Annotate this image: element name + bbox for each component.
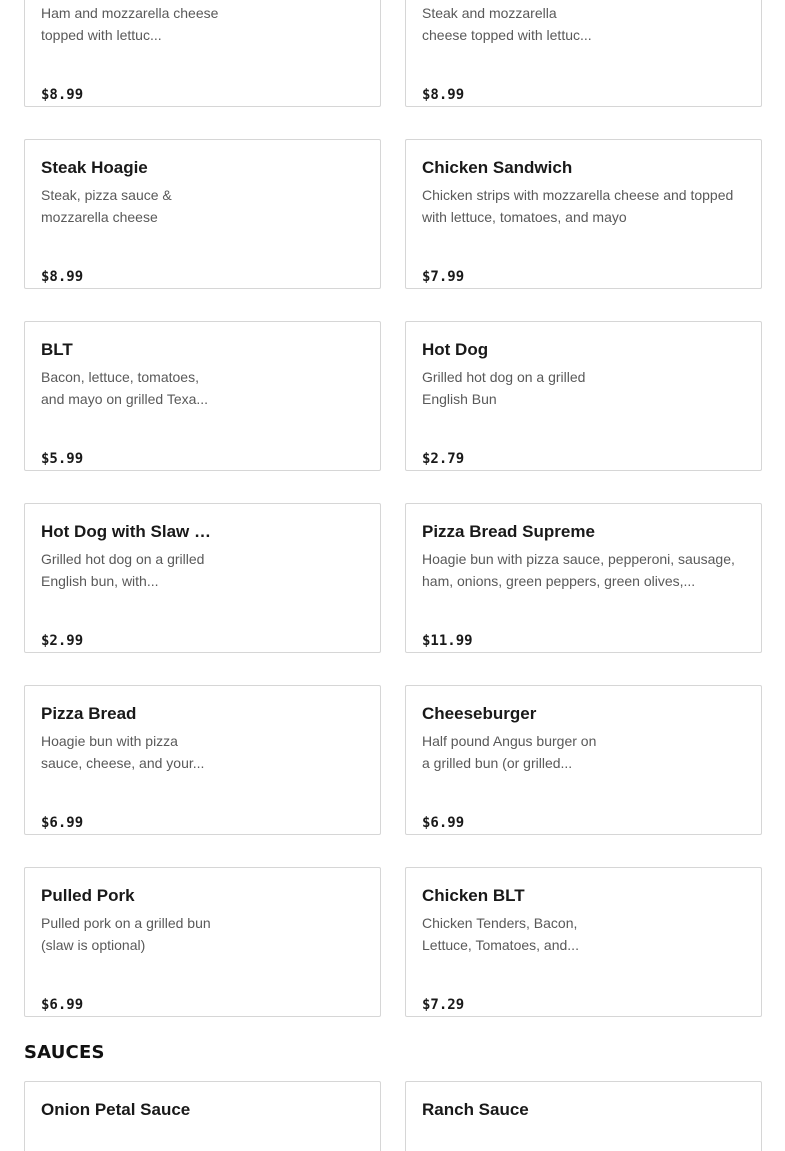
- menu-item-card[interactable]: [405, 1081, 762, 1151]
- menu-item-price: $8.99: [41, 87, 84, 103]
- menu-item-name: Pizza Bread: [41, 704, 137, 723]
- menu-item-card[interactable]: [24, 503, 381, 653]
- menu-item-description: Chicken Tenders, Bacon, Lettuce, Tomatoes, and...: [422, 915, 579, 953]
- menu-item-price: $8.99: [41, 269, 84, 285]
- menu-item-price: $7.29: [422, 997, 465, 1013]
- menu-item-description: Grilled hot dog on a grilled English Bun: [422, 369, 586, 407]
- menu-item-description: Pulled pork on a grilled bun (slaw is optional): [41, 915, 211, 953]
- menu-item-name: Chicken BLT: [422, 886, 525, 905]
- menu-item-description: Half pound Angus burger on a grilled bun (or grilled...: [422, 733, 597, 771]
- menu-item-card[interactable]: [405, 139, 762, 289]
- menu-item-description: Grilled hot dog on a grilled English bun, with...: [41, 551, 205, 589]
- menu-item-card[interactable]: [405, 321, 762, 471]
- menu-item-name: Hot Dog: [422, 340, 489, 359]
- menu-item-description: Steak and mozzarella cheese topped with lettuc...: [422, 5, 592, 43]
- menu-item-description: Ham and mozzarella cheese topped with lettuc...: [41, 5, 219, 43]
- menu-item-name: Chicken Sandwich: [422, 158, 573, 177]
- menu-item-name: Pulled Pork: [41, 886, 135, 905]
- menu-item-name: Hot Dog with Slaw &...: [41, 522, 220, 541]
- menu-item-name: Ranch Sauce: [422, 1100, 529, 1119]
- menu-item-description: Hoagie bun with pizza sauce, pepperoni, sausage, ham, onions, green peppers, green olives,...: [422, 551, 735, 589]
- menu-item-name: Cheeseburger: [422, 704, 537, 723]
- menu-item-card[interactable]: [405, 867, 762, 1017]
- menu-item-price: $8.99: [422, 87, 465, 103]
- menu-item-card[interactable]: [24, 321, 381, 471]
- menu-item-price: $5.99: [41, 451, 84, 467]
- menu-item-card[interactable]: [405, 685, 762, 835]
- menu-item-card[interactable]: [405, 0, 762, 107]
- menu-item-card[interactable]: [24, 0, 381, 107]
- menu-item-description: Chicken strips with mozzarella cheese and topped with lettuce, tomatoes, and mayo: [422, 187, 734, 225]
- menu-item-price: $2.99: [41, 633, 84, 649]
- menu-item-description: Hoagie bun with pizza sauce, cheese, and your...: [41, 733, 205, 771]
- menu-item-name: BLT: [41, 340, 73, 359]
- menu-item-card[interactable]: [24, 685, 381, 835]
- menu-item-name: Onion Petal Sauce: [41, 1100, 191, 1119]
- section-title-sauces: SAUCES: [24, 1042, 105, 1063]
- menu-item-card[interactable]: [24, 1081, 381, 1151]
- menu-item-description: Steak, pizza sauce & mozzarella cheese: [41, 187, 172, 225]
- menu-item-description: Bacon, lettuce, tomatoes, and mayo on grilled Texa...: [41, 369, 209, 407]
- menu-item-price: $6.99: [41, 815, 84, 831]
- menu-item-card[interactable]: [24, 867, 381, 1017]
- menu-item-price: $6.99: [41, 997, 84, 1013]
- menu-item-name: Steak Hoagie: [41, 158, 148, 177]
- menu-item-price: $2.79: [422, 451, 465, 467]
- menu-item-price: $7.99: [422, 269, 465, 285]
- menu-item-card[interactable]: [24, 139, 381, 289]
- menu-item-price: $11.99: [422, 633, 473, 649]
- menu-item-name: Pizza Bread Supreme: [422, 522, 595, 541]
- menu-item-price: $6.99: [422, 815, 465, 831]
- menu-item-card[interactable]: [405, 503, 762, 653]
